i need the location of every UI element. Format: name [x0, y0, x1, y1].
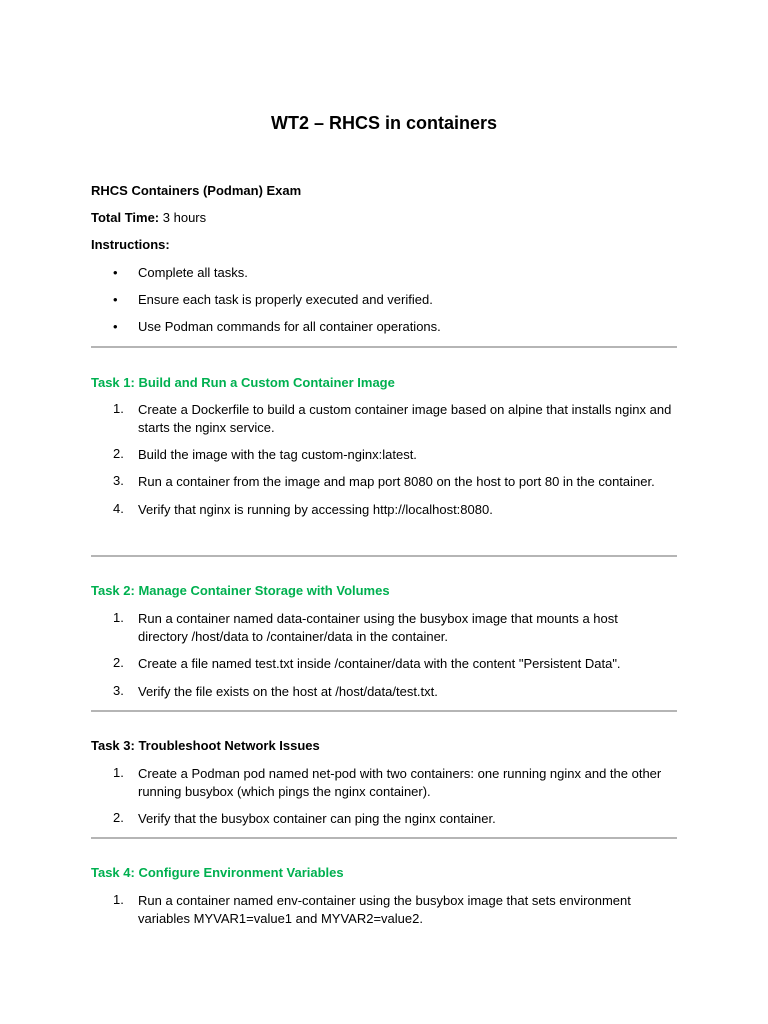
- instructions-label: Instructions:: [91, 237, 170, 252]
- item-number: 3.: [113, 683, 124, 698]
- task-3-item-2: Verify that the busybox container can ping the nginx container.: [138, 811, 496, 826]
- item-line: directory /host/data to /container/data in the container.: [138, 629, 449, 644]
- horizontal-rule: [91, 710, 677, 712]
- horizontal-rule: [91, 837, 677, 839]
- item-line: Run a container named data-container using the busybox image that mounts a host: [138, 611, 618, 626]
- item-line: Run a container named env-container using the busybox image that sets environment: [138, 893, 631, 908]
- horizontal-rule: [91, 555, 677, 557]
- bullet-icon: •: [113, 265, 118, 280]
- task-2-item-2: Create a file named test.txt inside /container/data with the content "Persistent Data".: [138, 656, 621, 671]
- item-number: 1.: [113, 892, 124, 907]
- task-1-item-2: Build the image with the tag custom-nginx:latest.: [138, 447, 417, 462]
- task-2-item-1: [138, 610, 678, 646]
- task-1-item-1: [138, 401, 678, 437]
- task-4-heading: Task 4: Configure Environment Variables: [91, 865, 344, 880]
- item-number: 2.: [113, 810, 124, 825]
- task-1-item-3: Run a container from the image and map port 8080 on the host to port 80 in the container.: [138, 474, 655, 489]
- item-line: Create a Dockerfile to build a custom container image based on alpine that installs nginx and: [138, 402, 672, 417]
- task-1-heading: Task 1: Build and Run a Custom Container Image: [91, 375, 395, 390]
- instruction-item: Ensure each task is properly executed and verified.: [138, 292, 433, 307]
- item-line: running busybox (which pings the nginx container).: [138, 784, 431, 799]
- item-number: 1.: [113, 401, 124, 416]
- horizontal-rule: [91, 346, 677, 348]
- task-4-item-1: [138, 892, 678, 928]
- item-number: 2.: [113, 446, 124, 461]
- item-number: 3.: [113, 473, 124, 488]
- item-number: 1.: [113, 610, 124, 625]
- item-number: 2.: [113, 655, 124, 670]
- task-2-heading: Task 2: Manage Container Storage with Volumes: [91, 583, 390, 598]
- item-line: starts the nginx service.: [138, 420, 275, 435]
- task-1-item-4: Verify that nginx is running by accessing http://localhost:8080.: [138, 502, 493, 517]
- task-3-item-1: [138, 765, 678, 801]
- exam-name: RHCS Containers (Podman) Exam: [91, 183, 302, 198]
- item-number: 1.: [113, 765, 124, 780]
- task-3-heading: Task 3: Troubleshoot Network Issues: [91, 738, 320, 753]
- bullet-icon: •: [113, 292, 118, 307]
- total-time-value: 3 hours: [162, 210, 207, 225]
- total-time-label: Total Time:: [91, 210, 160, 225]
- bullet-icon: •: [113, 319, 118, 334]
- item-number: 4.: [113, 501, 124, 516]
- instruction-item: Complete all tasks.: [138, 265, 248, 280]
- total-time-line: [91, 210, 206, 225]
- task-2-item-3: Verify the file exists on the host at /host/data/test.txt.: [138, 684, 438, 699]
- item-line: variables MYVAR1=value1 and MYVAR2=value2.: [138, 911, 423, 926]
- document-title: WT2 – RHCS in containers: [270, 113, 498, 133]
- instruction-item: Use Podman commands for all container operations.: [138, 319, 441, 334]
- item-line: Create a Podman pod named net-pod with two containers: one running nginx and the other: [138, 766, 662, 781]
